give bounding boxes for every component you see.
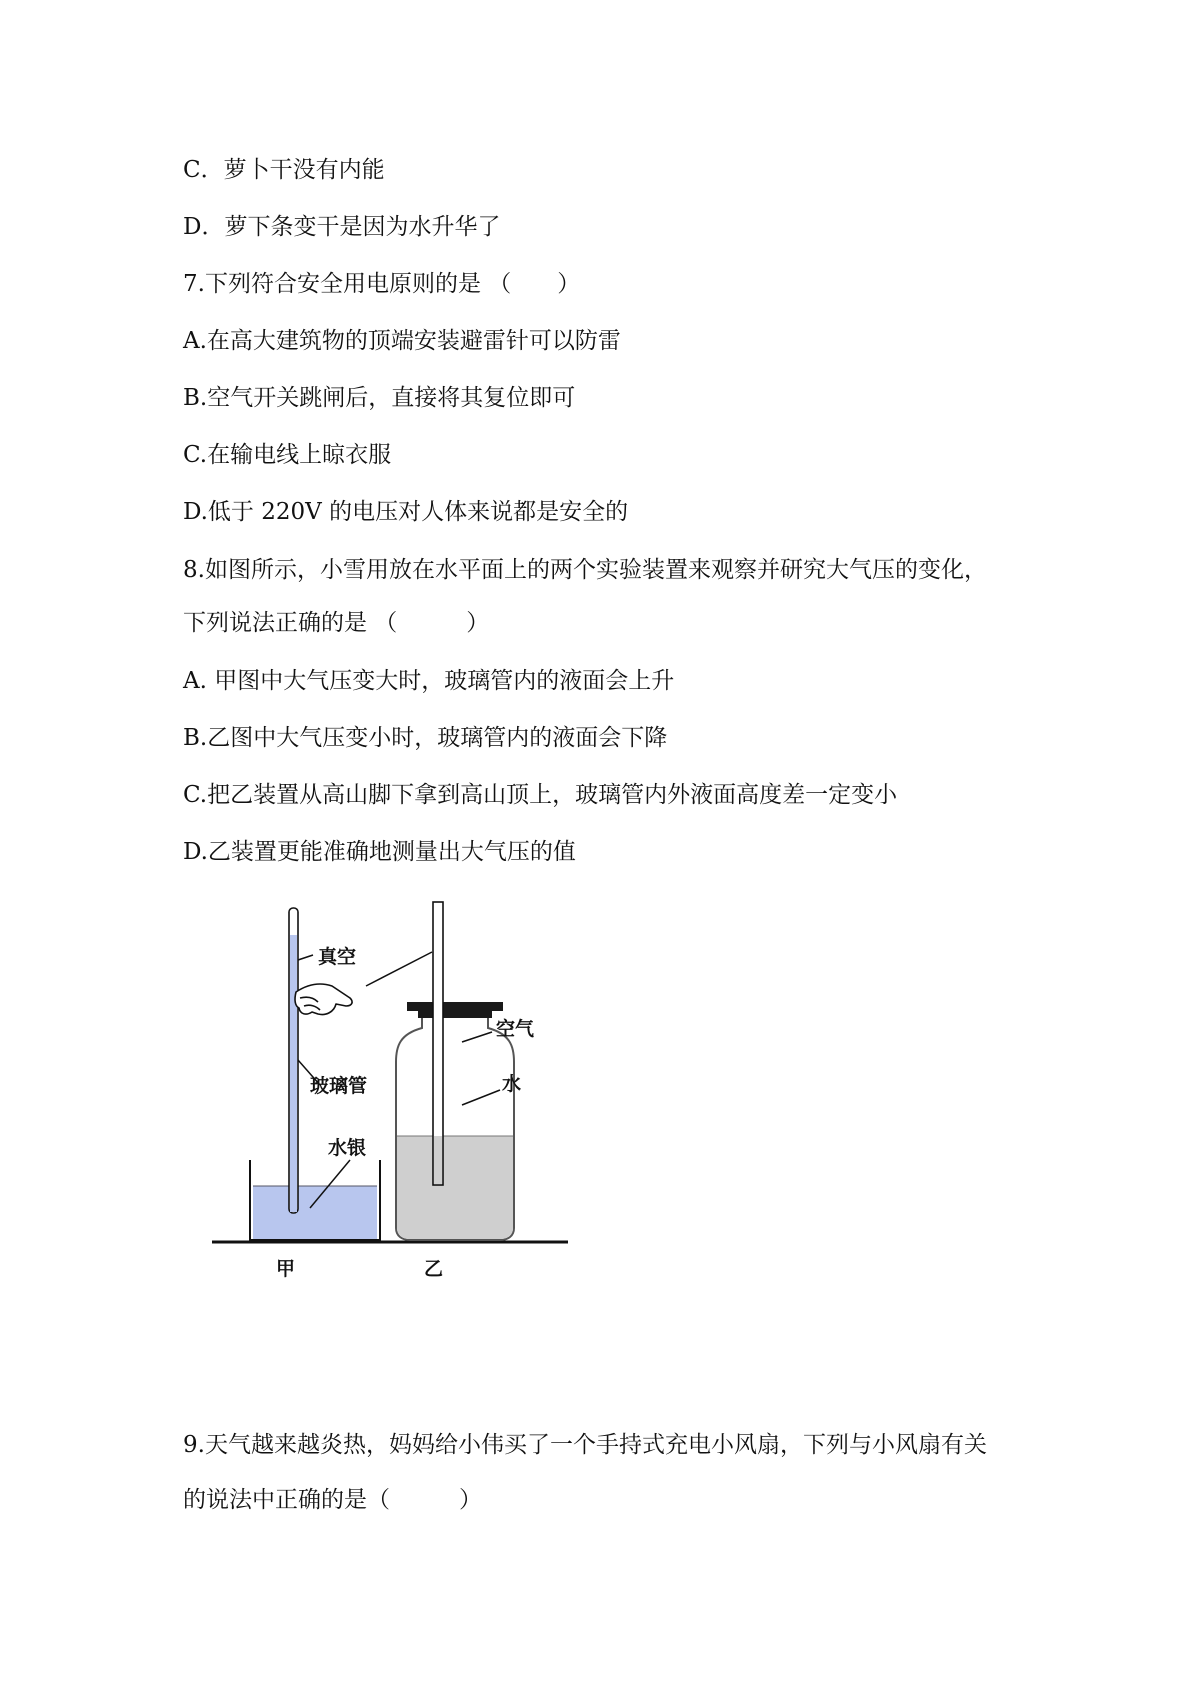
leader-glass-tube-yi: [366, 952, 432, 986]
label-water: 水: [502, 1073, 522, 1095]
question-9-stem-line1: 9.天气越来越炎热，妈妈给小伟买了一个手持式充电小风扇，下列与小风扇有关: [183, 1432, 987, 1458]
option-6c: C．萝卜干没有内能: [183, 157, 385, 183]
water-in-bottle: [397, 1136, 513, 1239]
hand-icon: [295, 984, 352, 1015]
label-yi: 乙: [424, 1258, 444, 1280]
label-air: 空气: [496, 1018, 535, 1040]
question-7-stem: 7.下列符合安全用电原则的是 （ ）: [183, 271, 581, 297]
mercury-in-basin: [253, 1186, 377, 1240]
option-8c: C.把乙装置从高山脚下拿到高山顶上，玻璃管内外液面高度差一定变小: [183, 782, 898, 808]
option-7b: B.空气开关跳闸后，直接将其复位即可: [183, 385, 576, 411]
stopper-bottom: [418, 1011, 492, 1018]
leader-vacuum: [298, 955, 313, 960]
water-in-tube: [434, 1136, 442, 1184]
option-8a: A. 甲图中大气压变大时，玻璃管内的液面会上升: [183, 668, 675, 694]
option-8b: B.乙图中大气压变小时，玻璃管内的液面会下降: [183, 725, 668, 751]
option-7c: C.在输电线上晾衣服: [183, 442, 392, 468]
label-mercury: 水银: [328, 1137, 367, 1159]
option-8d: D.乙装置更能准确地测量出大气压的值: [183, 839, 576, 865]
atmospheric-pressure-figure: [200, 890, 580, 1290]
question-9-stem-line2: 的说法中正确的是（ ）: [183, 1487, 482, 1513]
question-8-stem-line2: 下列说法正确的是 （ ）: [183, 610, 490, 636]
label-glass-tube: 玻璃管: [310, 1075, 368, 1097]
option-6d: D．萝下条变干是因为水升华了: [183, 214, 501, 240]
stopper-top: [407, 1002, 503, 1011]
option-7d: D.低于 220V 的电压对人体来说都是安全的: [183, 499, 629, 525]
mercury-column: [290, 935, 297, 1212]
label-vacuum: 真空: [318, 946, 357, 968]
option-7a: A.在高大建筑物的顶端安装避雷针可以防雷: [183, 328, 621, 354]
label-jia: 甲: [276, 1258, 296, 1280]
question-8-stem-line1: 8.如图所示，小雪用放在水平面上的两个实验装置来观察并研究大气压的变化，: [183, 557, 987, 583]
